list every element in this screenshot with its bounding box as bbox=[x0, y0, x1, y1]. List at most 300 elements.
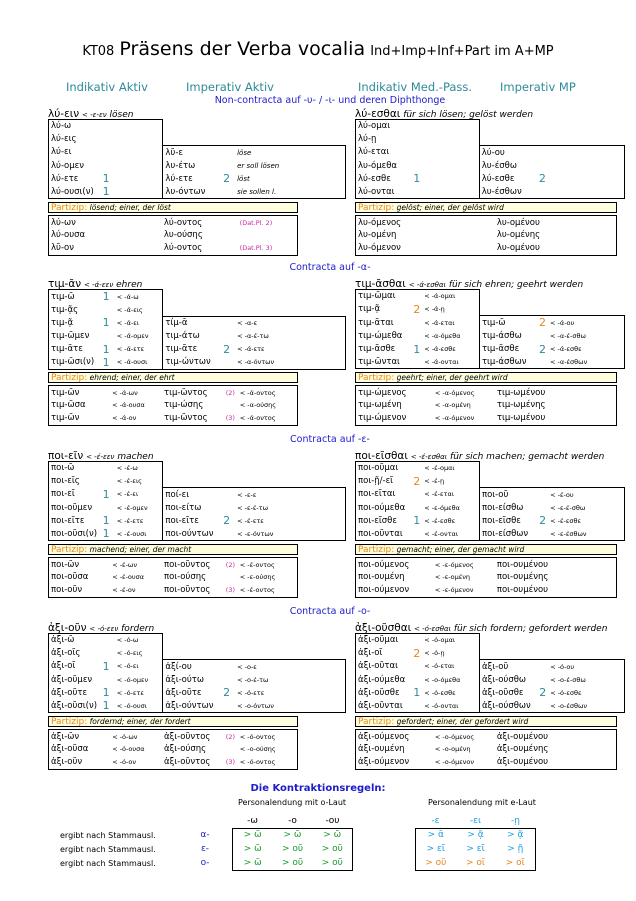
imp-num bbox=[221, 329, 235, 342]
partA-dat-note bbox=[224, 229, 238, 242]
ind-origin: < -έ-ομεν bbox=[115, 501, 163, 514]
mind-origin: < -ά-εσθε bbox=[422, 343, 479, 356]
imp-origin: sie sollen l. bbox=[235, 185, 345, 199]
partizip-active-bar bbox=[48, 202, 298, 213]
mind-form: τιμ-ώμεθα bbox=[356, 329, 412, 342]
participle-middle-table bbox=[355, 729, 617, 770]
ind-origin: < -ό-ουσι bbox=[115, 699, 163, 713]
partM-origin: < -α-ομένη bbox=[434, 401, 471, 410]
empty bbox=[235, 133, 345, 146]
empty bbox=[548, 475, 624, 488]
partA-dat-note: (3) bbox=[225, 758, 235, 767]
rule-cell: > οῖ bbox=[456, 856, 496, 870]
partM-note bbox=[594, 756, 616, 769]
imp-origin: < -α-έ-τω bbox=[235, 329, 345, 342]
mimp-form: ἀξι-οῦσθε bbox=[481, 687, 524, 698]
ind-form: ἀξι-οῦτε bbox=[49, 686, 101, 699]
partM-gen: ποι-ουμένου bbox=[496, 559, 549, 570]
partA-gen-origin: < -έ-οντος bbox=[239, 586, 275, 595]
ind-num bbox=[101, 146, 115, 159]
imp-num bbox=[221, 146, 235, 159]
partizip-middle-bar bbox=[355, 372, 617, 383]
mimp-num bbox=[537, 501, 548, 514]
mind-num bbox=[411, 462, 422, 475]
partA-gen: ἀξι-οῦντος bbox=[163, 731, 211, 742]
imp-origin: < -ά-ετε bbox=[235, 343, 345, 356]
ind-origin bbox=[115, 159, 163, 172]
mind-form: λύ-εσθε bbox=[356, 172, 412, 185]
empty bbox=[235, 303, 345, 316]
mind-form: ἀξι-οῦσθε bbox=[356, 686, 412, 699]
empty bbox=[163, 462, 221, 475]
imp-origin: < -έ-ετε bbox=[235, 514, 345, 527]
ind-origin: < -ό-ει bbox=[115, 660, 163, 673]
mimp-origin: < -έ-ου bbox=[548, 488, 624, 501]
partM-note bbox=[594, 386, 616, 399]
partA-gen: ἀξι-οῦντος bbox=[163, 757, 211, 768]
partA-gen-origin: < -ε-ούσης bbox=[239, 573, 276, 582]
partM-origin: < -α-όμενος bbox=[434, 388, 475, 397]
partA-nom: τιμ-ῶσα bbox=[51, 400, 86, 411]
empty bbox=[221, 634, 235, 647]
participle-active-table bbox=[48, 215, 298, 256]
imp-form: λυ-έτω bbox=[165, 160, 196, 171]
partA-nom: ποι-οῦν bbox=[51, 585, 83, 596]
mind-origin: < -ά-ονται bbox=[422, 356, 479, 369]
partA-gen-origin: < -α-ούσης bbox=[239, 401, 277, 410]
partA-nom: λῦ-ον bbox=[51, 243, 74, 254]
empty bbox=[163, 290, 221, 304]
partM-gen: ἀξι-ουμένης bbox=[496, 744, 549, 755]
lemma-rule: < -ό-εσθαι bbox=[414, 625, 451, 633]
partM-note bbox=[594, 743, 616, 756]
ind-form: λύ-εις bbox=[49, 133, 101, 146]
partA-gen: λύ-οντος bbox=[163, 217, 203, 228]
partA-gen: ποι-οῦντος bbox=[163, 559, 211, 570]
rules-o-table bbox=[232, 814, 353, 871]
mimp-origin bbox=[548, 172, 625, 185]
partM-origin: < -ε-όμενον bbox=[434, 586, 474, 595]
partA-origin: < -ό-ων bbox=[112, 732, 138, 741]
partA-dat-note: (2) bbox=[225, 388, 235, 397]
partA-gen-origin: (Dat.Pl. 3) bbox=[239, 244, 273, 253]
mimp-origin bbox=[548, 185, 625, 198]
partM-origin: < -ο-όμενον bbox=[434, 758, 474, 767]
partM-gen: ἀξι-ουμένου bbox=[496, 757, 549, 768]
mind-form: ἀξι-οῖ bbox=[356, 647, 412, 660]
mind-num bbox=[411, 159, 422, 172]
partA-gen-origin bbox=[238, 229, 298, 242]
partM-origin: < -ε-όμενος bbox=[434, 560, 474, 569]
ind-origin: < -έ-ει bbox=[115, 488, 163, 501]
partizip-label: Partizip: bbox=[358, 717, 395, 728]
mind-num bbox=[411, 488, 422, 501]
partA-dat-note bbox=[224, 399, 238, 412]
partM-origin bbox=[433, 216, 495, 229]
partizip-active-bar bbox=[48, 372, 298, 383]
ind-num: 1 bbox=[102, 659, 110, 673]
mind-origin: < -ό-ομαι bbox=[422, 634, 479, 647]
empty bbox=[548, 303, 624, 316]
participle-middle-table bbox=[355, 215, 617, 256]
empty bbox=[537, 634, 548, 647]
lemma-rule: < -έ-εσθαι bbox=[410, 453, 448, 461]
partA-gen-origin: < -έ-οντος bbox=[239, 560, 275, 569]
partA-dat-note bbox=[224, 242, 238, 255]
mind-num bbox=[411, 329, 422, 342]
ind-form: ἀξι-οῦσι(ν) bbox=[49, 699, 101, 713]
partA-gen-origin: < -ά-οντος bbox=[239, 414, 276, 423]
imp-num: 2 bbox=[223, 172, 231, 186]
mind-origin: < -ό-ῃ bbox=[422, 647, 479, 660]
mind-origin: < -α-όμεθα bbox=[422, 329, 479, 342]
header-ind-mp: Indikativ Med.-Pass. bbox=[358, 80, 473, 94]
middle-table bbox=[355, 119, 625, 199]
ind-form: ποι-εῖ bbox=[49, 488, 101, 501]
imp-form: τίμ-ᾱ bbox=[163, 316, 221, 329]
ind-origin: < -ό-ω bbox=[115, 634, 163, 647]
imp-form: τιμ-ᾶτε bbox=[165, 344, 198, 355]
ind-form: τιμ-ῶμεν bbox=[49, 329, 101, 342]
empty bbox=[548, 133, 625, 146]
lemma-gloss: fordern bbox=[121, 624, 155, 634]
mind-form: τιμ-ῶνται bbox=[356, 356, 412, 369]
mind-num: 1 bbox=[413, 172, 421, 186]
rule-cell: > ῶ bbox=[313, 828, 353, 842]
rule-cell: > ῇ bbox=[496, 842, 536, 856]
partizip-gloss: lösend; einer, der löst bbox=[89, 203, 171, 213]
imp-form: τιμ-άτω bbox=[165, 330, 200, 341]
empty bbox=[221, 290, 235, 304]
partA-gen: ἀξι-ούσης bbox=[163, 744, 207, 755]
header-ind-akt: Indikativ Aktiv bbox=[66, 80, 148, 94]
rule-cell: > ῶ bbox=[233, 828, 273, 842]
rule-head: -ο bbox=[288, 815, 297, 826]
rule-cell: > οῦ bbox=[281, 844, 304, 854]
mind-form: ἀξι-οῦται bbox=[356, 660, 412, 673]
empty bbox=[235, 290, 345, 304]
mind-num bbox=[411, 634, 422, 647]
mind-num bbox=[411, 673, 422, 686]
ind-num bbox=[101, 159, 115, 172]
mind-form: λυ-όμεθα bbox=[356, 159, 412, 172]
partA-dat-note: (2) bbox=[225, 560, 235, 569]
mind-form: τιμ-ῶμαι bbox=[356, 290, 412, 303]
partM-nom: τιμ-ωμένη bbox=[358, 400, 402, 411]
mind-num bbox=[411, 699, 422, 712]
ind-num: 1 bbox=[101, 699, 115, 713]
imp-num bbox=[221, 660, 235, 673]
partA-gen-origin: < -ό-οντος bbox=[239, 732, 276, 741]
empty bbox=[548, 290, 624, 303]
participle-active-table bbox=[48, 557, 298, 598]
partizip-label: Partizip: bbox=[51, 373, 88, 384]
ind-num: 1 bbox=[102, 487, 110, 501]
partizip-active-bar bbox=[48, 544, 298, 555]
empty bbox=[235, 634, 345, 647]
partizip-middle-bar bbox=[355, 202, 617, 213]
partizip-label: Partizip: bbox=[358, 373, 395, 384]
rule-cell: > ᾶ bbox=[416, 828, 456, 842]
partM-origin bbox=[433, 242, 495, 255]
mind-num bbox=[411, 316, 422, 330]
ind-origin bbox=[115, 185, 163, 199]
imp-num bbox=[221, 356, 235, 370]
mind-form: ποι-εῖται bbox=[356, 488, 412, 501]
ind-form: λύ-ομεν bbox=[49, 159, 101, 172]
empty bbox=[537, 120, 548, 133]
mind-form: ἀξι-οῦνται bbox=[356, 699, 412, 712]
rule-head: -ε bbox=[431, 815, 440, 826]
mind-form: ποι-εῖσθε bbox=[356, 514, 412, 527]
mind-form: ποι-ούμεθα bbox=[356, 501, 412, 514]
mimp-form: ποι-οῦ bbox=[479, 488, 537, 501]
rule-cell: > ῶ bbox=[233, 856, 273, 870]
ind-origin: < -ά-ει bbox=[115, 316, 163, 329]
imp-num bbox=[221, 527, 235, 541]
mind-num: 1 bbox=[413, 686, 421, 700]
imp-form: τιμ-ώντων bbox=[163, 356, 221, 370]
ind-num bbox=[101, 329, 115, 342]
ind-form: ἀξι-οῖς bbox=[49, 647, 101, 660]
partM-gen: τιμ-ωμένου bbox=[496, 413, 546, 424]
mind-origin: < -ό-εται bbox=[422, 660, 479, 673]
partM-nom: λυ-όμενος bbox=[358, 217, 402, 228]
mimp-num: 2 bbox=[539, 686, 547, 700]
imp-form: ποι-εῖτε bbox=[165, 515, 199, 526]
partA-gen-origin: < -ό-οντος bbox=[239, 758, 276, 767]
partA-gen-origin: < -ά-οντος bbox=[239, 388, 276, 397]
empty bbox=[235, 120, 345, 133]
empty bbox=[163, 133, 221, 146]
mimp-origin: < -α-έ-σθω bbox=[548, 329, 624, 342]
empty bbox=[537, 462, 548, 475]
lemma-gloss: ehren bbox=[116, 280, 143, 290]
mimp-num bbox=[537, 329, 548, 342]
mind-num: 2 bbox=[413, 646, 421, 660]
lemma-word: ποι-εῖν bbox=[48, 450, 84, 462]
rule-stem: α- bbox=[200, 830, 210, 840]
participle-active-table bbox=[48, 385, 298, 426]
mimp-num bbox=[537, 527, 548, 540]
lemma-rule: < -ά-εεν bbox=[84, 281, 114, 289]
mind-origin: < -ά-ῃ bbox=[422, 303, 479, 316]
rule-cell: > οῦ bbox=[273, 856, 313, 870]
mind-form: ποι-ῇ/-εῖ bbox=[356, 475, 412, 488]
mind-form: ποι-οῦνται bbox=[356, 527, 412, 540]
mind-num bbox=[411, 120, 422, 133]
mind-origin: < -ό-ονται bbox=[422, 699, 479, 712]
mind-form: λύ-εται bbox=[356, 146, 412, 159]
mimp-form: τιμ-άσθων bbox=[479, 356, 537, 369]
mimp-num: 2 bbox=[538, 172, 546, 186]
mind-form: λύ-ονται bbox=[356, 185, 412, 198]
partA-nom: ἀξι-οῦσα bbox=[51, 744, 89, 755]
imp-origin: löst bbox=[235, 172, 345, 185]
mind-num bbox=[411, 660, 422, 673]
mind-form: ἀξι-ούμεθα bbox=[356, 673, 412, 686]
ind-form: τιμ-ᾶτε bbox=[49, 343, 101, 356]
mimp-origin: < -ά-ου bbox=[548, 316, 624, 330]
header-imp-mp: Imperativ MP bbox=[500, 80, 576, 94]
mimp-num: 2 bbox=[539, 316, 547, 330]
partM-gen: λυ-ομένου bbox=[496, 243, 540, 254]
mimp-form: τιμ-άσθω bbox=[481, 330, 522, 341]
lemma-word: ἀξι-οῦν bbox=[48, 622, 87, 634]
mimp-form: τιμ-ᾶσθε bbox=[481, 344, 520, 355]
empty bbox=[163, 120, 221, 133]
imp-origin: < -ό-ετε bbox=[235, 686, 345, 699]
partA-origin: < -έ-ον bbox=[112, 586, 136, 595]
partizip-gloss: gemacht; einer, der gemacht wird bbox=[396, 545, 525, 555]
imp-origin: < -ε-ε bbox=[235, 488, 345, 501]
lemma-word: λύ-ειν bbox=[48, 108, 80, 120]
partizip-middle-bar bbox=[355, 544, 617, 555]
mind-num bbox=[411, 527, 422, 540]
rule-head: -ου bbox=[325, 815, 340, 826]
imp-origin: < -α-ε bbox=[235, 316, 345, 329]
partM-gen: ποι-ουμένης bbox=[496, 572, 549, 583]
ind-num: 1 bbox=[102, 172, 110, 186]
lemma-word: ποι-εῖσθαι bbox=[355, 450, 408, 462]
mind-form: τιμ-ᾶσθε bbox=[356, 343, 412, 356]
mimp-form: τιμ-ῶ bbox=[479, 316, 537, 330]
partM-note bbox=[594, 229, 616, 242]
lemma-word: τιμ-ᾶσθαι bbox=[355, 278, 406, 290]
rule-stem: ο- bbox=[200, 858, 210, 868]
section-title: Non-contracta auf -υ- / -ι- und deren Diphthonge bbox=[214, 95, 446, 106]
ind-form: ποι-ῶ bbox=[49, 462, 101, 475]
partA-nom: τιμ-ῶν bbox=[51, 413, 80, 424]
ind-form: ἀξι-ῶ bbox=[49, 634, 101, 647]
mind-origin: < -ά-ομαι bbox=[422, 290, 479, 303]
partizip-label: Partizip: bbox=[358, 203, 395, 214]
mimp-num bbox=[537, 660, 548, 673]
partM-note bbox=[594, 584, 616, 597]
rule-cell: > ᾷ bbox=[496, 828, 536, 842]
ind-origin: < -ό-εις bbox=[115, 647, 163, 660]
ind-num bbox=[101, 475, 115, 488]
mind-origin: < -έ-εσθε bbox=[422, 514, 479, 527]
mind-form: τιμ-ᾶται bbox=[356, 316, 412, 330]
mimp-num bbox=[537, 356, 548, 369]
mimp-form: ἀξι-οῦ bbox=[479, 660, 537, 673]
partA-nom: ποι-ῶν bbox=[51, 559, 80, 570]
partA-gen-origin: < -ο-ούσης bbox=[239, 745, 276, 754]
imp-num bbox=[221, 699, 235, 713]
empty bbox=[537, 647, 548, 660]
ind-num: 1 bbox=[102, 514, 110, 528]
ind-num: 1 bbox=[101, 290, 115, 304]
partM-gen: ποι-ουμένου bbox=[496, 585, 549, 596]
partA-dat-note: (2) bbox=[225, 732, 235, 741]
partA-nom: ἀξι-οῦν bbox=[51, 757, 83, 768]
lemma-gloss: für sich ehren; geehrt werden bbox=[448, 280, 584, 290]
mind-num: 2 bbox=[413, 302, 421, 316]
imp-origin: < -ο-ε bbox=[235, 660, 345, 673]
empty bbox=[163, 475, 221, 488]
partizip-gloss: machend; einer, der macht bbox=[89, 545, 192, 555]
rule-cell: > εῖ bbox=[466, 844, 485, 854]
empty bbox=[479, 303, 537, 316]
empty bbox=[537, 303, 548, 316]
ind-form: ποι-οῦμεν bbox=[49, 501, 101, 514]
rule-label: ergibt nach Stammausl. bbox=[60, 844, 156, 854]
imp-form: λῦ-ε bbox=[163, 146, 221, 159]
imp-form: ἀξί-ου bbox=[163, 660, 221, 673]
middle-table bbox=[355, 289, 625, 369]
partA-origin: < -ά-ων bbox=[112, 388, 138, 397]
mimp-num: 2 bbox=[539, 342, 547, 356]
partA-gen: τιμ-ῶντος bbox=[163, 413, 208, 424]
mind-num: 1 bbox=[413, 514, 421, 528]
imp-form: λυ-όντων bbox=[163, 185, 221, 199]
lemma-word: ἀξι-οῦσθαι bbox=[355, 622, 412, 634]
mind-num bbox=[411, 133, 422, 146]
rule-cell: > ῶ bbox=[273, 828, 313, 842]
ind-num bbox=[101, 303, 115, 316]
partA-nom: λύ-ων bbox=[51, 217, 76, 228]
partizip-gloss: geehrt; einer, der geehrt wird bbox=[396, 373, 508, 383]
mimp-form: ποι-είσθω bbox=[481, 502, 524, 513]
empty bbox=[235, 647, 345, 660]
ind-num: 1 bbox=[101, 185, 115, 199]
empty bbox=[479, 120, 537, 133]
mind-num bbox=[411, 356, 422, 369]
ind-form: τιμ-ῶ bbox=[49, 290, 101, 304]
partA-gen: τιμ-ώσης bbox=[163, 400, 204, 411]
partM-gen: λυ-ομένου bbox=[496, 217, 540, 228]
partA-origin bbox=[110, 229, 162, 242]
partA-dat-note: (3) bbox=[225, 414, 235, 423]
partA-origin: < -ό-ουσα bbox=[112, 745, 145, 754]
rules-title: Die Kontraktionsregeln: bbox=[250, 783, 386, 794]
mind-origin: < -ό-εσθε bbox=[422, 686, 479, 699]
empty bbox=[479, 462, 537, 475]
partM-note bbox=[594, 558, 616, 571]
partM-note bbox=[594, 571, 616, 584]
empty bbox=[479, 647, 537, 660]
partA-dat-note bbox=[224, 216, 238, 229]
imp-num bbox=[221, 316, 235, 329]
section-title: Contracta auf -ο- bbox=[289, 606, 371, 617]
ind-form: τιμ-ᾷς bbox=[49, 303, 101, 316]
ind-num bbox=[101, 501, 115, 514]
rules-e-table bbox=[415, 814, 536, 871]
partizip-label: Partizip: bbox=[51, 717, 88, 728]
mind-origin: < -έ-εται bbox=[422, 488, 479, 501]
imp-origin: er soll lösen bbox=[235, 159, 345, 172]
imp-form: ποί-ει bbox=[163, 488, 221, 501]
imp-form: ἀξι-ούντων bbox=[163, 699, 221, 713]
partA-nom: τιμ-ῶν bbox=[51, 387, 80, 398]
partA-gen: ποι-οῦντος bbox=[163, 585, 211, 596]
partizip-middle-bar bbox=[355, 716, 617, 727]
active-table bbox=[48, 633, 346, 713]
mind-form: λύ-ῃ bbox=[356, 133, 412, 146]
lemma-rule: < -έ-εεν bbox=[86, 453, 115, 461]
mind-origin: < -έ-ῃ bbox=[422, 475, 479, 488]
mind-form: ποι-οῦμαι bbox=[356, 462, 412, 475]
mind-origin: < -ά-εται bbox=[422, 316, 479, 330]
rule-stem: ε- bbox=[200, 844, 210, 854]
mimp-form: ποι-εῖσθε bbox=[481, 515, 521, 526]
mimp-num bbox=[537, 146, 548, 159]
ind-num bbox=[101, 462, 115, 475]
partA-gen: λύ-οντος bbox=[163, 243, 203, 254]
lemma-word: λύ-εσθαι bbox=[355, 108, 401, 120]
mind-num: 1 bbox=[413, 342, 421, 356]
